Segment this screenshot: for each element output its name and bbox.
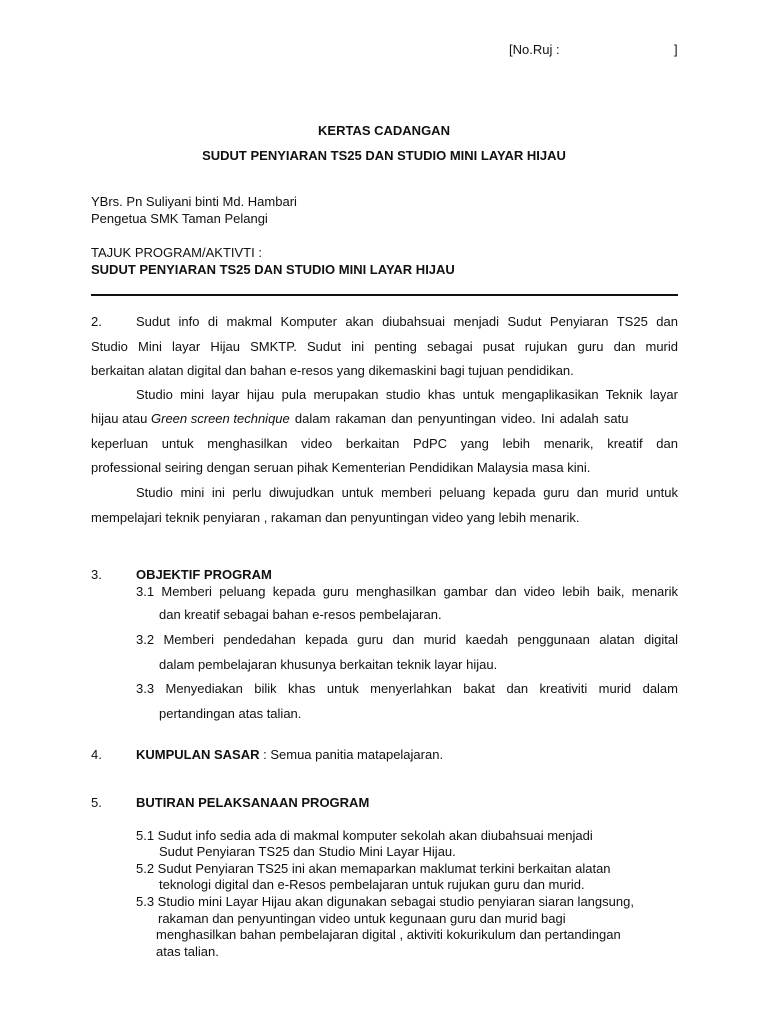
section-2-paragraph-line: berkaitan alatan digital dan bahan e-resos yang dikemaskini bagi tujuan pendidikan. — [91, 363, 574, 378]
text-run: hijau atau — [91, 411, 151, 426]
section-2-paragraph-line-mixed — [91, 411, 678, 426]
program-title: SUDUT PENYIARAN TS25 DAN STUDIO MINI LAYAR HIJAU — [91, 262, 455, 277]
implementation-line: 5.2 Sudut Penyiaran TS25 ini akan memaparkan maklumat terkini berkaitan alatan — [136, 861, 611, 876]
document-title: KERTAS CADANGAN — [318, 123, 450, 138]
program-label: TAJUK PROGRAM/AKTIVTI : — [91, 245, 262, 260]
section-5-heading: BUTIRAN PELAKSANAAN PROGRAM — [136, 795, 370, 810]
section-4-heading: KUMPULAN SASAR — [136, 747, 260, 762]
document-subtitle: SUDUT PENYIARAN TS25 DAN STUDIO MINI LAYAR HIJAU — [202, 148, 566, 163]
section-3-heading: OBJEKTIF PROGRAM — [136, 567, 272, 582]
italic-term: Green screen technique — [151, 411, 290, 426]
implementation-line: menghasilkan bahan pembelajaran digital , aktiviti kokurikulum dan pertandingan — [156, 927, 621, 942]
horizontal-divider — [91, 294, 678, 296]
implementation-line: Sudut Penyiaran TS25 dan Studio Mini Layar Hijau. — [159, 844, 456, 859]
objective-item-line: 3.3 Menyediakan bilik khas untuk menyerlahkan bakat dan kreativiti murid dalam — [136, 681, 678, 696]
text-run: dalam rakaman dan penyuntingan video. Ini adalah satu — [289, 411, 629, 426]
section-2-paragraph-line: keperluan untuk menghasilkan video berkaitan PdPC yang lebih menarik, kreatif dan — [91, 436, 678, 451]
addressee-position: Pengetua SMK Taman Pelangi — [91, 211, 268, 226]
section-5-number: 5. — [91, 795, 102, 810]
addressee-name: YBrs. Pn Suliyani binti Md. Hambari — [91, 194, 297, 209]
objective-item-line: pertandingan atas talian. — [159, 706, 302, 721]
objective-item-line: dalam pembelajaran khusunya berkaitan teknik layar hijau. — [159, 657, 498, 672]
reference-number-bracket: ] — [674, 42, 678, 57]
implementation-line: 5.3 Studio mini Layar Hijau akan digunakan sebagai studio penyiaran siaran langsung, — [136, 894, 634, 909]
section-4-text: : Semua panitia matapelajaran. — [259, 747, 444, 762]
implementation-line: atas talian. — [156, 944, 219, 959]
objective-item-line: 3.2 Memberi pendedahan kepada guru dan murid kaedah penggunaan alatan digital — [136, 632, 678, 647]
section-3-number: 3. — [91, 567, 102, 582]
objective-item-line: dan kreatif sebagai bahan e-resos pembelajaran. — [159, 607, 442, 622]
section-2-paragraph-line: mempelajari teknik penyiaran , rakaman dan penyuntingan video yang lebih menarik. — [91, 510, 580, 525]
section-2-paragraph-line: Studio Mini layar Hijau SMKTP. Sudut ini penting sebagai pusat rujukan guru dan murid — [91, 339, 678, 354]
implementation-line: 5.1 Sudut info sedia ada di makmal komputer sekolah akan diubahsuai menjadi — [136, 828, 593, 843]
section-4-line — [136, 747, 443, 762]
section-2-number: 2. — [91, 314, 102, 329]
section-2-paragraph-line: Studio mini ini perlu diwujudkan untuk memberi peluang kepada guru dan murid untuk — [136, 485, 678, 500]
objective-item-line: 3.1 Memberi peluang kepada guru menghasilkan gambar dan video lebih baik, menarik — [136, 584, 678, 599]
reference-number-label: [No.Ruj : — [509, 42, 560, 57]
section-2-paragraph-line: Sudut info di makmal Komputer akan diubahsuai menjadi Sudut Penyiaran TS25 dan — [136, 314, 678, 329]
implementation-line: teknologi digital dan e-Resos pembelajaran untuk rujukan guru dan murid. — [159, 877, 585, 892]
section-2-paragraph-line: Studio mini layar hijau pula merupakan studio khas untuk mengaplikasikan Teknik layar — [136, 387, 678, 402]
section-2-paragraph-line: professional seiring dengan seruan pihak Kementerian Pendidikan Malaysia masa kini. — [91, 460, 591, 475]
section-4-number: 4. — [91, 747, 102, 762]
implementation-line: rakaman dan penyuntingan video untuk kegunaan guru dan murid bagi — [158, 911, 566, 926]
